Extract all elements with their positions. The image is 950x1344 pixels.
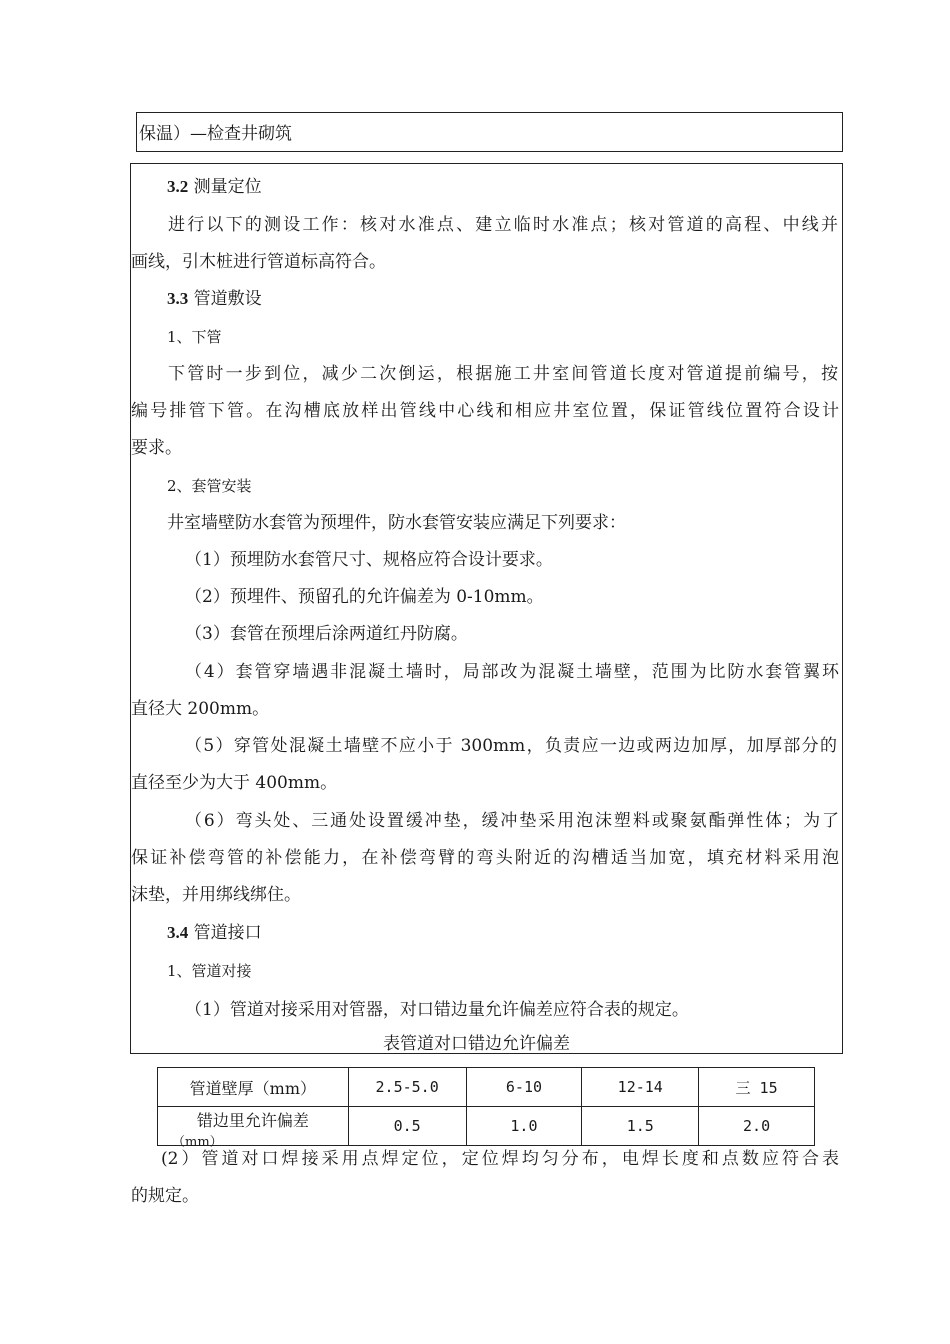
s32-para-line-1: 进行以下的测设工作：核对水准点、建立临时水准点；核对管道的高程、中线并	[168, 215, 838, 235]
right-margin-tick	[842, 985, 843, 1001]
header-value-cell: 6-10	[466, 1068, 582, 1107]
row-label-line-1: 错边里允许偏差	[196, 1111, 309, 1130]
s33-item-1-title: 1、下管	[167, 328, 222, 346]
table-data-row	[158, 1107, 815, 1146]
top-text-box	[136, 112, 843, 152]
row-value-cell: 2.0	[699, 1107, 815, 1146]
section-3-3-heading	[167, 287, 262, 311]
after-table-line-1: (2）管道对口焊接采用点焊定位，定位焊均匀分布，电焊长度和点数应符合表	[161, 1149, 839, 1169]
section-3-2-heading	[167, 175, 262, 199]
s33-req-4-line-2: 直径大 200mm。	[131, 699, 270, 719]
section-3-2-title: 测量定位	[193, 177, 262, 197]
row-value-cell: 1.5	[582, 1107, 699, 1146]
header-label-cell: 管道壁厚（mm）	[158, 1068, 349, 1107]
section-3-4-title: 管道接口	[193, 923, 262, 943]
s33-req-3: （3）套管在预埋后涂两道红丹防腐。	[185, 624, 468, 644]
row-label-line-2: （mm）	[172, 1135, 223, 1150]
s33-item-1-line-2: 编号排管下管。在沟槽底放样出管线中心线和相应井室位置，保证管线位置符合设计	[131, 401, 839, 421]
left-margin-tick	[130, 985, 131, 1001]
s33-item-1-line-1: 下管时一步到位，减少二次倒运，根据施工井室间管道长度对管道提前编号，按	[168, 364, 838, 384]
section-3-4-number: 3.4	[167, 923, 189, 942]
tolerance-table	[157, 1067, 815, 1150]
s33-req-4-line-1: （4）套管穿墙遇非混凝土墙时，局部改为混凝土墙壁，范围为比防水套管翼环	[185, 662, 839, 682]
top-box-text: 保温）—检查井砌筑	[139, 124, 292, 144]
section-3-4-heading	[167, 921, 262, 945]
section-3-3-number: 3.3	[167, 289, 189, 308]
s33-item-1-line-3: 要求。	[131, 438, 182, 458]
s33-req-2: （2）预埋件、预留孔的允许偏差为 0-10mm。	[185, 587, 544, 607]
s33-req-6-line-3: 沫垫，并用绑线绑住。	[131, 885, 301, 905]
s33-item-2-intro: 井室墙壁防水套管为预埋件，防水套管安装应满足下列要求：	[167, 513, 626, 533]
row-label-cell	[158, 1107, 349, 1150]
s33-req-6-line-1: （6）弯头处、三通处设置缓冲垫，缓冲垫采用泡沫塑料或聚氨酯弹性体；为了	[185, 811, 839, 831]
row-value-cell: 0.5	[348, 1107, 466, 1146]
s34-item-1-title: 1、管道对接	[167, 962, 252, 980]
header-value-cell: 2.5-5.0	[348, 1068, 466, 1107]
table-caption: 表管道对口错边允许偏差	[383, 1034, 570, 1054]
section-3-2-number: 3.2	[167, 177, 189, 196]
after-table-line-2: 的规定。	[131, 1186, 199, 1206]
header-value-cell: 三 15	[699, 1068, 815, 1107]
row-value-cell: 1.0	[466, 1107, 582, 1146]
header-value-cell: 12-14	[582, 1068, 699, 1107]
s33-req-5-line-2: 直径至少为大于 400mm。	[131, 773, 338, 793]
s32-para-line-2: 画线，引木桩进行管道标高符合。	[131, 252, 386, 272]
s33-req-5-line-1: （5）穿管处混凝土墙壁不应小于 300mm，负责应一边或两边加厚，加厚部分的	[185, 736, 837, 756]
s33-item-2-title: 2、套管安装	[167, 477, 252, 495]
s33-req-6-line-2: 保证补偿弯管的补偿能力，在补偿弯臂的弯头附近的沟槽适当加宽，填充材料采用泡	[131, 848, 839, 868]
s33-req-1: （1）预埋防水套管尺寸、规格应符合设计要求。	[185, 550, 553, 570]
s34-para-1: （1）管道对接采用对管器，对口错边量允许偏差应符合表的规定。	[185, 1000, 689, 1020]
table-header-row	[158, 1068, 815, 1107]
section-3-3-title: 管道敷设	[193, 289, 262, 309]
